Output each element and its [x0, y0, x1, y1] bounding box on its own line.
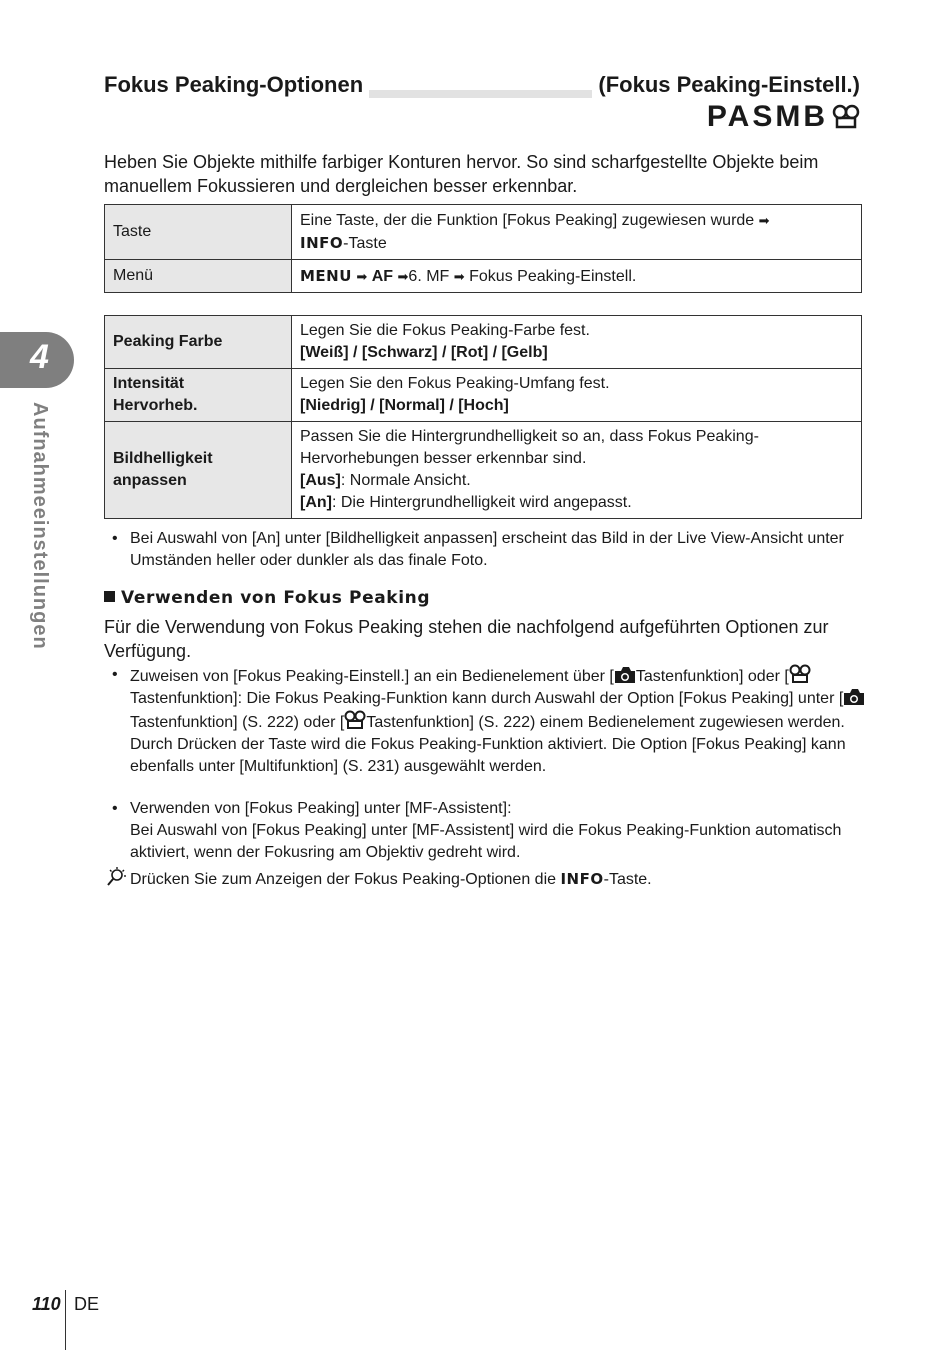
mode-letters: PASMB — [706, 100, 828, 133]
section-intro: Für die Verwendung von Fokus Peaking stehen die nachfolgend aufgeführten Optionen zur Verfügung. — [104, 617, 829, 661]
option-desc-text: Legen Sie die Fokus Peaking-Farbe fest. — [300, 322, 590, 339]
section-heading — [104, 588, 430, 608]
list-text: Bei Auswahl von [Fokus Peaking] unter [MF-Assistent] wird die Fokus Peaking-Funktion automatisch aktiviert, wenn der Fokusring am Objektiv gedreht wird. — [130, 822, 842, 861]
menu-path — [292, 260, 862, 293]
list-text: Tastenfunktion] (S. 222) einem Bedienelement zugewiesen werden. Durch Drücken der Taste wird die Fokus Peaking-Funktion aktiviert. Die Option [Fokus Peaking] kann ebenfalls unter [Multifunktion] (S. 231) ausgewählt werden. — [130, 714, 846, 775]
page-number: 110 — [32, 1294, 61, 1314]
bullet-dot: • — [112, 800, 118, 817]
option-desc-text: Passen Sie die Hintergrundhelligkeit so an, dass Fokus Peaking-Hervorhebungen besser erkennbar sind. — [300, 428, 759, 467]
movie-mode-icon — [832, 104, 860, 130]
taste-suffix: -Taste — [343, 234, 387, 252]
option-desc — [292, 369, 862, 422]
list-text: Verwenden von [Fokus Peaking] unter [MF-Assistent]: — [130, 800, 512, 817]
options-table — [104, 315, 862, 519]
option-desc — [292, 422, 862, 519]
menu-item: Fokus Peaking-Einstell. — [469, 267, 637, 285]
option-value-text: : Die Hintergrundhelligkeit wird angepasst. — [331, 494, 632, 511]
tip-text: -Taste. — [603, 871, 652, 888]
taste-value — [292, 205, 862, 260]
taste-text: Eine Taste, der die Funktion [Fokus Peaking] zugewiesen wurde — [300, 211, 755, 229]
tip-lightbulb-icon — [104, 866, 128, 888]
list-item — [104, 798, 870, 864]
list-item — [104, 664, 870, 778]
chapter-name: Aufnahmeeinstellungen — [29, 402, 51, 650]
option-label-line: Bildhelligkeit — [113, 450, 213, 467]
arrow-icon: ➡ — [453, 268, 465, 284]
page-language: DE — [74, 1294, 100, 1314]
list-text: Tastenfunktion]: Die Fokus Peaking-Funktion kann durch Auswahl der Option [Fokus Peaking] unter [ — [130, 690, 844, 707]
movie-icon — [789, 664, 811, 684]
access-table — [104, 204, 862, 293]
info-button-label: INFO — [560, 870, 604, 888]
square-bullet-icon — [104, 591, 115, 602]
option-desc — [292, 316, 862, 369]
menu-label: Menü — [105, 260, 292, 293]
table-row — [105, 205, 862, 260]
option-value-text: : Normale Ansicht. — [340, 472, 471, 489]
shooting-modes — [707, 100, 860, 134]
movie-icon — [344, 710, 366, 730]
table-row — [105, 422, 862, 519]
option-values: [Weiß] / [Schwarz] / [Rot] / [Gelb] — [300, 344, 548, 361]
tip-line — [104, 866, 844, 891]
option-desc-text: Legen Sie den Fokus Peaking-Umfang fest. — [300, 375, 610, 392]
option-label: Peaking Farbe — [105, 316, 292, 369]
option-values: [Niedrig] / [Normal] / [Hoch] — [300, 397, 509, 414]
info-button-label: INFO — [300, 233, 344, 252]
camera-icon — [614, 666, 636, 684]
table-row — [105, 369, 862, 422]
list-text: Zuweisen von [Fokus Peaking-Einstell.] an ein Bedienelement über [ — [130, 668, 614, 685]
page-title: Fokus Peaking-Optionen — [104, 72, 369, 98]
option-label-line: anpassen — [113, 472, 187, 489]
arrow-icon: ➡ — [758, 212, 770, 228]
taste-label: Taste — [105, 205, 292, 260]
option-value-aus: [Aus] — [300, 472, 341, 489]
camera-icon — [843, 688, 865, 706]
bullet-dot: • — [112, 530, 118, 547]
table-row — [105, 260, 862, 293]
menu-word: MENU — [300, 266, 352, 285]
chapter-number: 4 — [30, 338, 49, 376]
option-label-line: Intensität — [113, 375, 185, 392]
af-menu: AF — [371, 267, 394, 285]
list-text: Tastenfunktion] oder [ — [635, 668, 789, 685]
footer-divider — [65, 1290, 66, 1350]
intro-text: Heben Sie Objekte mithilfe farbiger Konturen hervor. So sind scharfgestellte Objekte beim manuellem Fokussieren und dergleichen besser erkennbar. — [104, 152, 819, 196]
menu-name: (Fokus Peaking-Einstell.) — [592, 72, 860, 98]
tip-text: Drücken Sie zum Anzeigen der Fokus Peaking-Optionen die — [130, 871, 561, 888]
arrow-icon: ➡ — [397, 268, 409, 284]
bullet-dot: • — [112, 666, 118, 683]
arrow-icon: ➡ — [356, 268, 368, 284]
option-label — [105, 422, 292, 519]
option-label — [105, 369, 292, 422]
section-title: Verwenden von Fokus Peaking — [121, 588, 431, 608]
list-text: Tastenfunktion] (S. 222) oder [ — [130, 714, 345, 731]
note-bullet — [104, 528, 870, 572]
note-text: Bei Auswahl von [An] unter [Bildhelligkeit anpassen] erscheint das Bild in der Live View-Ansicht unter Umständen heller oder dunkler als das finale Foto. — [130, 530, 844, 569]
option-label-line: Hervorheb. — [113, 397, 198, 414]
mf-menu: 6. MF — [408, 267, 450, 285]
table-row — [105, 316, 862, 369]
option-value-an: [An] — [300, 494, 332, 511]
